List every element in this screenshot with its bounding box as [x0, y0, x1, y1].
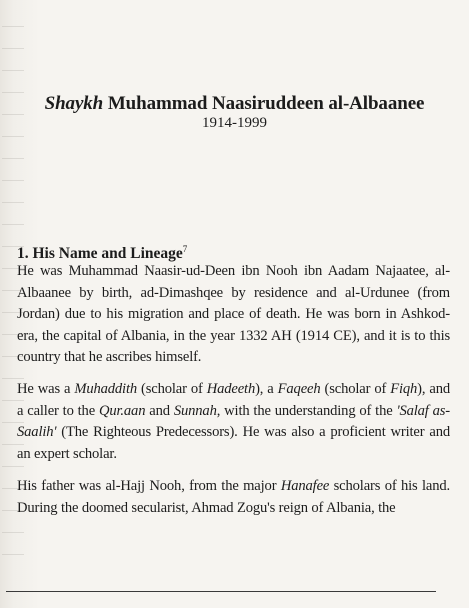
footnote-reference: 7 [182, 244, 188, 254]
page-title [0, 93, 469, 115]
section-heading-text: 1. His Name and Lineage [17, 245, 183, 262]
footnote-divider [6, 591, 436, 592]
title-years: 1914-1999 [202, 115, 267, 131]
title-name: Muhammad Naasiruddeen al-Albaanee [107, 93, 425, 114]
title-honorific: Shaykh [44, 93, 104, 114]
paragraph-name-lineage: He was Muhammad Naasir-ud-Deen ibn Nooh ibn Aadam Najaatee, al-Albaanee by birth, ad-Dimashqee by residence and al-Urdunee (from Jordan) due to his migration and place of death. He was born in Ashkod-era, the capital of Albania, in the year 1332 AH (1914 CE), and it is to this country that he ascribes himself. [17, 263, 450, 366]
paragraph-scholarship: He was a Muhaddith (scholar of Hadeeth), a Faqeeh (scholar of Fiqh), and a caller to the Qur.aan and Sunnah, with the understanding of the 'Salaf as-Saalih' (The Righteous Predecessors). He was also a proficient writer and an expert scholar. [17, 381, 451, 462]
paragraph-father: His father was al-Hajj Nooh, from the major Hanafee scholars of his land. During the doomed secularist, Ahmad Zogu's reign of Albania, the [17, 478, 450, 516]
